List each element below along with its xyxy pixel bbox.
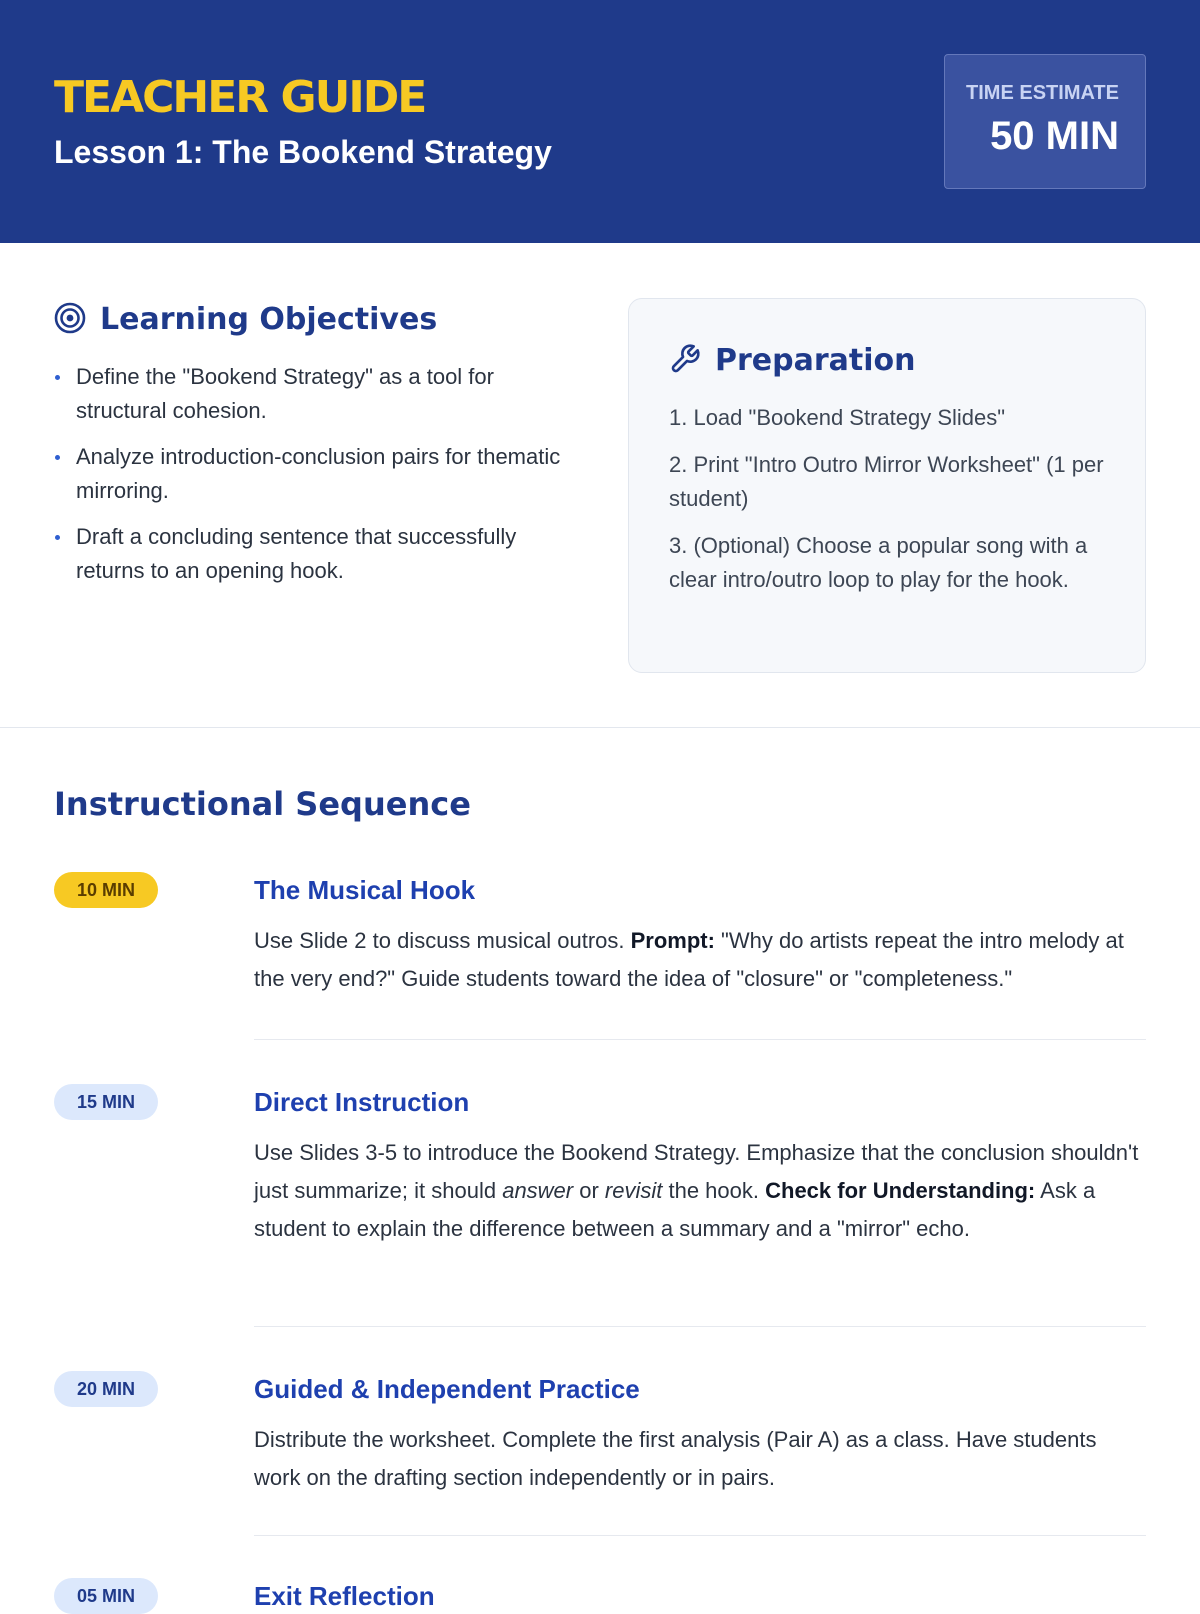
step-title: Direct Instruction xyxy=(254,1087,470,1117)
body-text: Use Slide 2 to discuss musical outros. xyxy=(254,928,631,953)
preparation-heading: Preparation xyxy=(715,343,916,378)
objective-item: Analyze introduction-conclusion pairs for thematic mirroring. xyxy=(54,440,574,508)
step-separator xyxy=(254,1326,1146,1327)
section-divider xyxy=(0,727,1200,728)
body-text: or xyxy=(573,1178,605,1203)
preparation-card xyxy=(628,298,1146,673)
preparation-item: 1. Load "Bookend Strategy Slides" xyxy=(669,405,1006,430)
body-text: Distribute the worksheet. Complete the first analysis (Pair A) as a class. Have students work on the drafting section independently or in pairs. xyxy=(254,1427,1097,1490)
step-separator xyxy=(254,1039,1146,1040)
time-badge: 20 MIN xyxy=(54,1371,158,1407)
emphasis-italic: answer xyxy=(502,1178,574,1203)
objective-item: Define the "Bookend Strategy" as a tool for structural cohesion. xyxy=(54,360,574,428)
emphasis-bold: Check for Understanding: xyxy=(765,1178,1036,1203)
body-text: the hook. xyxy=(662,1178,766,1203)
time-estimate-label: TIME ESTIMATE xyxy=(966,82,1119,104)
time-badge: 15 MIN xyxy=(54,1084,158,1120)
time-estimate-value: 50 MIN xyxy=(990,114,1119,158)
body-text: "Why do artists repeat the intro melody at the very end?" Guide students toward the idea of "closure" or "completeness." xyxy=(254,928,1124,991)
objectives-list xyxy=(54,360,574,600)
step-title: Exit Reflection xyxy=(254,1581,435,1611)
step-title: Guided & Independent Practice xyxy=(254,1374,640,1404)
header-banner xyxy=(0,0,1200,243)
wrench-icon xyxy=(669,343,701,380)
target-icon xyxy=(54,302,86,339)
objectives-heading: Learning Objectives xyxy=(100,302,438,337)
step-body xyxy=(254,922,1146,998)
body-text: Ask a student to explain the difference between a summary and a "mirror" echo. xyxy=(254,1178,1096,1241)
preparation-item: 2. Print "Intro Outro Mirror Worksheet" (1 per student) xyxy=(669,452,1104,511)
step-separator xyxy=(254,1535,1146,1536)
preparation-item: 3. (Optional) Choose a popular song with a clear intro/outro loop to play for the hook. xyxy=(669,533,1088,592)
step-body xyxy=(254,1134,1146,1248)
time-badge: 05 MIN xyxy=(54,1578,158,1614)
emphasis-italic: revisit xyxy=(604,1178,663,1203)
guide-title: TEACHER GUIDE xyxy=(54,72,426,123)
emphasis-bold: Prompt: xyxy=(630,928,715,953)
step-title: The Musical Hook xyxy=(254,875,476,905)
lesson-subtitle: Lesson 1: The Bookend Strategy xyxy=(54,134,552,170)
body-text: Use Slides 3-5 to introduce the Bookend Strategy. Emphasize that the conclusion shouldn't just summarize; it should xyxy=(254,1140,1139,1203)
sequence-heading: Instructional Sequence xyxy=(54,785,471,823)
step-body xyxy=(254,1421,1146,1497)
objective-item: Draft a concluding sentence that successfully returns to an opening hook. xyxy=(54,520,574,588)
preparation-list xyxy=(669,401,1105,597)
time-estimate-box xyxy=(944,54,1146,189)
objectives-heading-row xyxy=(54,300,437,340)
time-badge: 10 MIN xyxy=(54,872,158,908)
preparation-heading-row xyxy=(669,341,1105,381)
